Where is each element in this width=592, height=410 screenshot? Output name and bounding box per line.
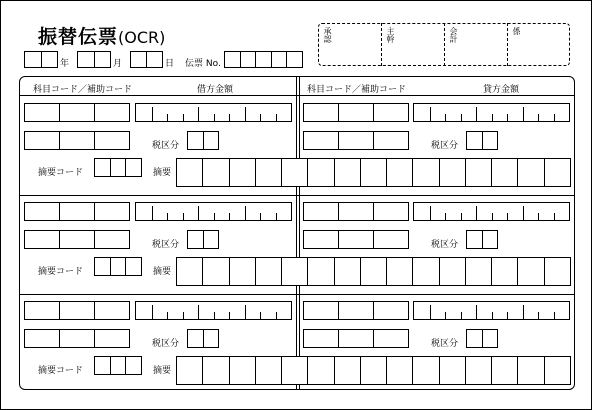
column-divider [296, 77, 297, 389]
credit-tax-category-field[interactable] [466, 131, 498, 150]
month-label: 月 [113, 59, 123, 69]
slip-no-label: 伝票 No. [185, 59, 221, 69]
row-divider [19, 195, 575, 196]
summary-code-label: 摘要コード [38, 267, 84, 277]
debit-sub-code-field[interactable] [24, 329, 130, 348]
page-title: 振替伝票(OCR) [38, 26, 166, 48]
tax-category-label: 税区分 [431, 240, 459, 250]
credit-account-code-field[interactable] [303, 103, 409, 122]
header-divider [19, 95, 575, 96]
summary-code-label: 摘要コード [38, 366, 84, 376]
summary-code-field[interactable] [94, 356, 142, 375]
amount-field[interactable] [135, 301, 292, 320]
summary-label: 摘要 [153, 366, 172, 376]
amount-field[interactable] [135, 202, 292, 221]
row-divider [19, 294, 575, 295]
credit-sub-code-field[interactable] [303, 230, 409, 249]
day-label: 日 [165, 59, 175, 69]
summary-code-field[interactable] [94, 257, 142, 276]
column-divider [299, 77, 300, 389]
debit-amount-header: 借方金額 [197, 85, 234, 95]
credit-tax-category-field[interactable] [466, 230, 498, 249]
debit-tax-category-field[interactable] [187, 329, 219, 348]
debit-tax-category-field[interactable] [187, 131, 219, 150]
tax-category-label: 税区分 [152, 339, 180, 349]
summary-code-field[interactable] [94, 158, 142, 177]
credit-tax-category-field[interactable] [466, 329, 498, 348]
debit-sub-code-field[interactable] [24, 131, 130, 150]
tax-category-label: 税区分 [152, 240, 180, 250]
year-field[interactable] [24, 51, 58, 68]
slip-no-field[interactable] [224, 51, 303, 68]
credit-amount-header: 貸方金額 [483, 85, 520, 95]
credit-code-header: 科目コード／補助コード [307, 85, 407, 95]
debit-account-code-field[interactable] [24, 301, 130, 320]
amount-field[interactable] [413, 301, 570, 320]
debit-tax-category-field[interactable] [187, 230, 219, 249]
credit-sub-code-field[interactable] [303, 329, 409, 348]
summary-field[interactable] [176, 257, 571, 286]
tax-category-label: 税区分 [431, 141, 459, 151]
day-field[interactable] [130, 51, 163, 68]
summary-field[interactable] [176, 158, 571, 187]
month-field[interactable] [77, 51, 111, 68]
summary-label: 摘要 [153, 267, 172, 277]
stamp-accounting-label: 会計 [449, 27, 458, 43]
credit-account-code-field[interactable] [303, 301, 409, 320]
summary-code-label: 摘要コード [38, 168, 84, 178]
stamp-approval-label: 承認 [323, 27, 332, 43]
credit-account-code-field[interactable] [303, 202, 409, 221]
year-label: 年 [60, 59, 70, 69]
amount-field[interactable] [413, 103, 570, 122]
debit-account-code-field[interactable] [24, 202, 130, 221]
tax-category-label: 税区分 [431, 339, 459, 349]
stamp-chief-label: 主幹 [386, 27, 395, 43]
tax-category-label: 税区分 [152, 141, 180, 151]
debit-account-code-field[interactable] [24, 103, 130, 122]
amount-field[interactable] [413, 202, 570, 221]
stamp-clerk-label: 係 [512, 27, 521, 35]
summary-label: 摘要 [153, 168, 172, 178]
credit-sub-code-field[interactable] [303, 131, 409, 150]
amount-field[interactable] [135, 103, 292, 122]
debit-sub-code-field[interactable] [24, 230, 130, 249]
summary-field[interactable] [176, 356, 571, 385]
ocr-label: (OCR) [118, 28, 166, 47]
debit-code-header: 科目コード／補助コード [33, 85, 133, 95]
